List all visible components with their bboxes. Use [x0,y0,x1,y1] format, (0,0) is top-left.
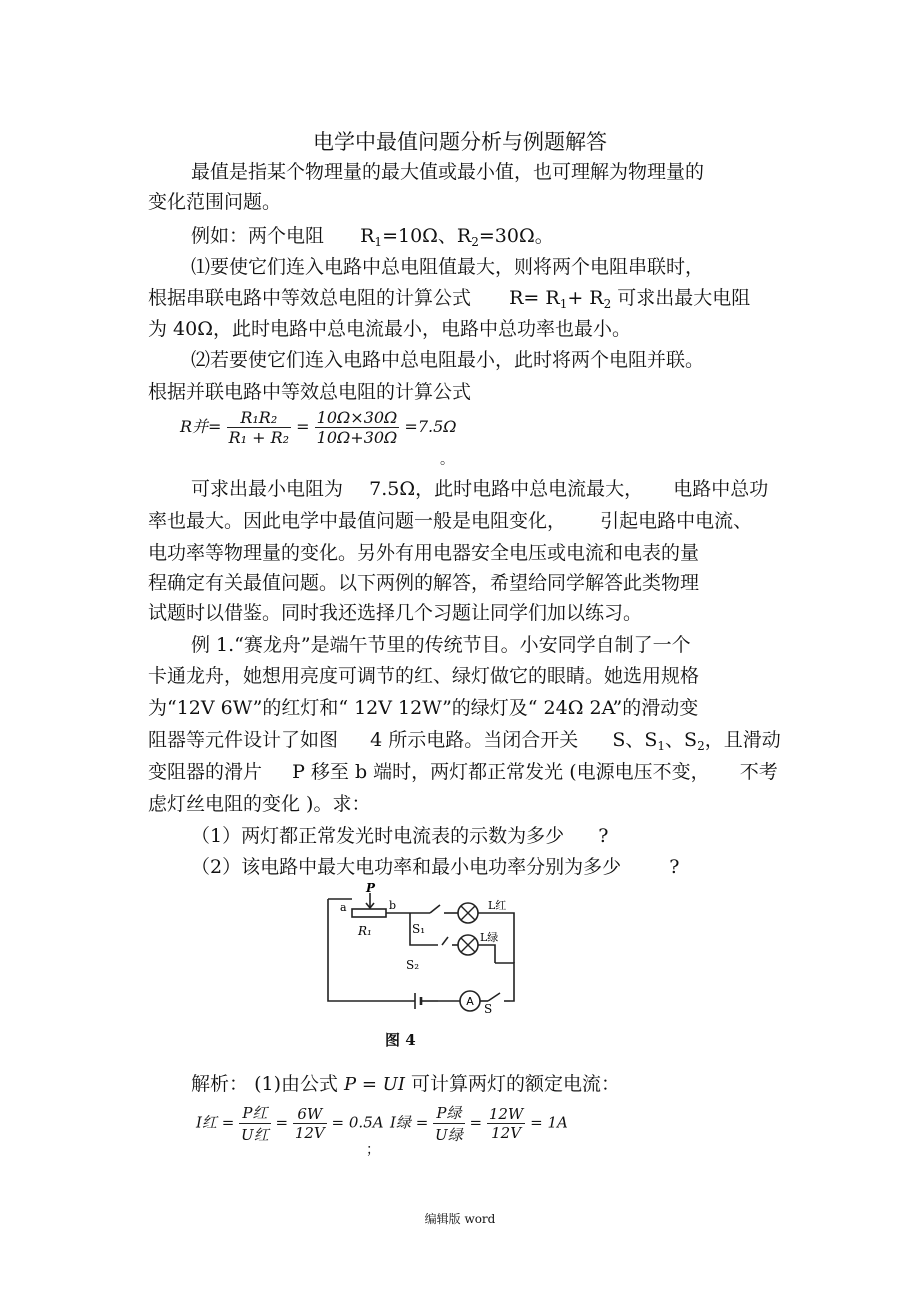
label-L-red: L红 [488,899,507,912]
label-S2: S₂ [406,958,420,972]
para2-l1b: 7.5Ω，此时电路中总电流最大， [369,478,644,500]
i-green-den2: 12V [491,1124,522,1142]
case2-line-2: 根据并联电路中等效总电阻的计算公式 [148,381,472,403]
ex1-sub2: 2 [697,739,705,753]
solution-line-1 [191,1072,620,1097]
i-red-num: P红 [239,1102,271,1124]
ex1-sub1: 1 [657,739,666,753]
question-1-text: （1）两灯都正常发光时电流表的示数为多少 [191,825,565,847]
example1-line-4 [148,728,781,758]
page-footer: 编辑版 word [424,1212,496,1226]
i-red-den2: 12V [294,1124,325,1142]
r1-symbol: R [360,225,375,247]
label-a: a [340,901,347,914]
frac1-denominator: R₁ + R₂ [228,428,290,447]
para2-l2a: 率也最大。因此电学中最值问题一般是电阻变化， [148,510,567,532]
question-1-mark: ? [598,825,609,847]
solution-text: 可计算两灯的额定电流： [411,1073,621,1095]
parallel-formula [180,408,457,447]
r2-value: =30Ω。 [478,225,554,247]
example1-line-3: 为“12V 6W”的红灯和“ 12V 12W”的绿灯及“ 24Ω 2A”的滑动变 [148,697,699,719]
ex1-l4a: 阻器等元件设计了如图 [148,729,339,751]
label-S: S [484,1002,493,1013]
power-formula: P = UI [344,1074,405,1095]
formula-separator: ； [366,1142,380,1158]
i-green-result: = 1A [530,1113,568,1132]
example1-line-6: 虑灯丝电阻的变化 )。求： [148,793,371,815]
para2-line-5: 试题时以借鉴。同时我还选择几个习题让同学们加以练习。 [148,602,643,624]
frac2-denominator: 10Ω+30Ω [316,428,398,447]
i-green-num: P绿 [433,1102,465,1124]
example-resistors [191,224,554,254]
parallel-formula-tail: 。 [440,452,454,468]
series-sub-2: 2 [603,297,612,311]
i-red-frac-2 [293,1105,327,1142]
r2-subscript: 2 [471,235,479,249]
green-current-formula [390,1102,568,1145]
series-formula-b: + R [567,287,604,309]
parallel-fraction-1 [227,408,292,447]
case1-formula-intro: 根据串联电路中等效总电阻的计算公式 [148,287,472,309]
i-red-frac-1 [239,1102,271,1145]
parallel-result: =7.5Ω [404,417,457,436]
intro-line-1: 最值是指某个物理量的最大值或最小值，也可理解为物理量的 [191,161,705,183]
para2-l1a: 可求出最小电阻为 [191,478,344,500]
solution-step: (1)由公式 [254,1073,338,1095]
i-red-num2: 6W [293,1105,327,1124]
figure-caption: 图 4 [385,1031,416,1049]
series-sub-1: 1 [559,297,568,311]
frac2-numerator: 10Ω×30Ω [316,408,398,427]
i-red-eq: = [275,1113,289,1132]
para2-line-4: 程确定有关最值问题。以下两例的解答，希望给同学解答此类物理 [148,572,700,594]
ex1-l4e: ，且滑动 [704,729,781,751]
ammeter-label: A [466,995,474,1008]
para2-l2b: 引起电路中电流、 [600,510,753,532]
case2-line-1: ⑵若要使它们连入电路中总电阻最小，此时将两个电阻并联。 [191,349,705,371]
parallel-lhs: R并= [180,417,222,436]
i-green-frac-1 [433,1102,465,1145]
i-red-den: U红 [241,1126,269,1144]
i-green-frac-2 [487,1105,526,1142]
question-2 [191,855,679,879]
para2-line-1 [191,477,768,501]
example-prefix: 例如：两个电阻 [191,225,325,247]
parallel-equals: = [296,417,310,436]
solution-label: 解析： [191,1073,249,1095]
para2-line-2 [148,509,752,533]
r1-subscript: 1 [374,235,383,249]
example1-line-1: 例 1.“赛龙舟”是端午节里的传统节目。小安同学自制了一个 [191,634,691,656]
case1-line-3: 为 40Ω，此时电路中总电流最小，电路中总功率也最小。 [148,318,631,340]
ex1-l5a: 变阻器的滑片 [148,761,263,783]
example1-line-5 [148,760,778,784]
i-red-result: = 0.5A [331,1113,384,1132]
case1-line-1: ⑴要使它们连入电路中总电阻值最大，则将两个电阻串联时， [191,256,705,278]
question-2-text: （2）该电路中最大电功率和最小电功率分别为多少 [191,856,622,878]
red-current-formula [196,1102,384,1145]
ex1-l5b: P 移至 b 端时，两灯都正常发光 (电源电压不变， [292,761,710,783]
parallel-fraction-2 [315,408,400,447]
i-green-eq: = [469,1113,483,1132]
i-green-num2: 12W [488,1105,524,1123]
para2-l1c: 电路中总功 [673,478,769,500]
label-L-green: L绿 [480,931,499,944]
page-title: 电学中最值问题分析与例题解答 [313,130,607,154]
para2-line-3: 电功率等物理量的变化。另外有用电器安全电压或电流和电表的量 [148,542,700,564]
ex1-l5c: 不考 [739,761,778,783]
r1-value: =10Ω、 [382,225,457,247]
circuit-diagram [320,883,520,1013]
label-R1: R₁ [358,924,372,938]
question-1 [191,824,608,848]
ex1-l4c: S、S [612,729,658,751]
label-P: P [366,883,376,895]
question-2-mark: ? [669,856,680,878]
frac1-numerator: R₁R₂ [227,408,292,428]
i-green-den: U绿 [435,1126,463,1144]
r2-symbol: R [456,225,472,247]
ex1-l4b: 4 所示电路。当闭合开关 [370,729,579,751]
case1-line-2 [148,286,750,316]
i-red-lhs: I红 = [196,1113,235,1132]
i-green-lhs: I绿 = [390,1113,429,1132]
example1-line-2: 卡通龙舟，她想用亮度可调节的红、绿灯做它的眼睛。她选用规格 [148,665,700,687]
ex1-l4d: 、S [665,729,698,751]
label-S1: S₁ [412,922,426,936]
label-b: b [389,899,397,912]
series-formula-a: R= R [509,287,560,309]
case1-result-text: 可求出最大电阻 [617,287,751,309]
intro-line-2: 变化范围问题。 [148,191,282,213]
